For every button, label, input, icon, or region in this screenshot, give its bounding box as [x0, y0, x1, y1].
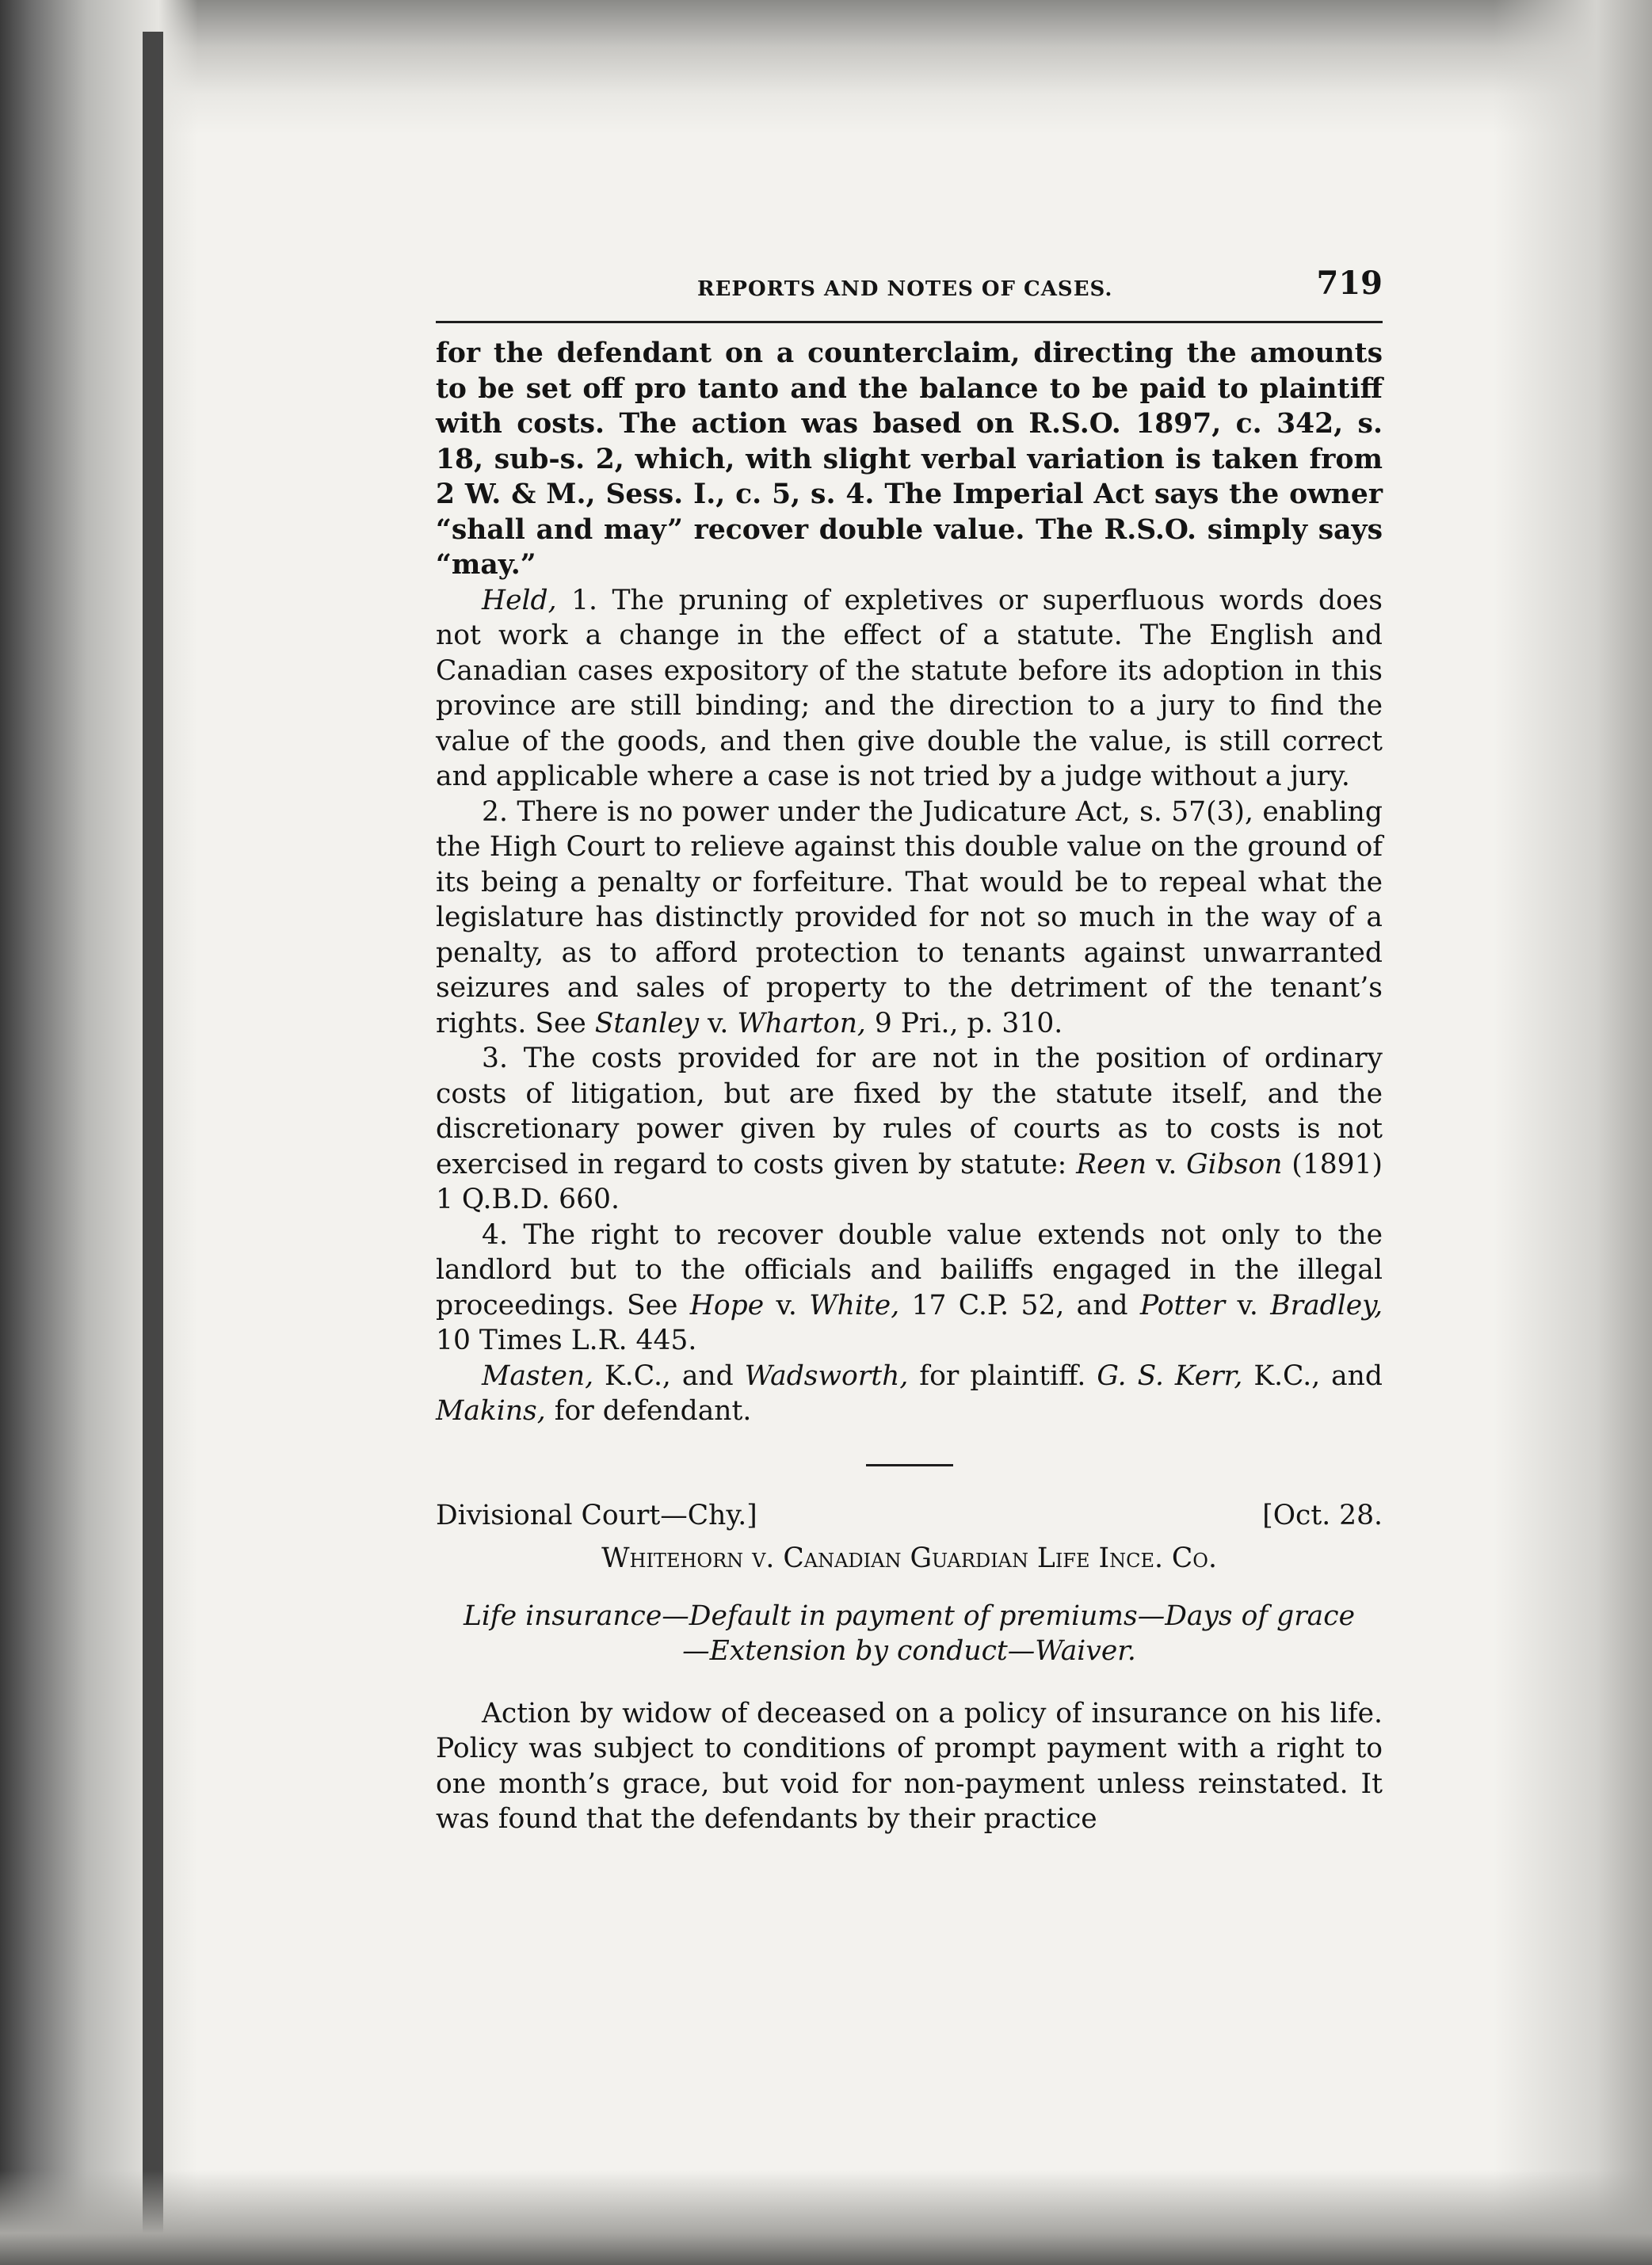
counsel-text: for defendant. — [545, 1395, 752, 1427]
paragraph-4 — [436, 1218, 1383, 1359]
case-title: Whitehorn v. Canadian Guardian Life Ince. Co. — [601, 1542, 1217, 1574]
page — [436, 265, 1383, 1837]
scan-shadow-bottom — [0, 2170, 1652, 2265]
scan-shadow-top — [0, 0, 1652, 135]
counsel-text: K.C., and — [1242, 1359, 1383, 1392]
versus: v. — [699, 1007, 738, 1039]
case1-body — [436, 336, 1383, 1429]
paragraph-held — [436, 583, 1383, 795]
case2-paragraph: Action by widow of deceased on a policy of insurance on his life. Policy was subject to conditions of prompt payment with a right to one month’s grace, but void for non-payment unless reinstated. It was found that the defendants by their practice — [436, 1697, 1383, 1835]
case-name-wharton: Wharton, — [737, 1007, 866, 1039]
scan-shadow-left — [0, 0, 198, 2265]
decision-date: [Oct. 28. — [1262, 1499, 1383, 1531]
counsel-makins: Makins, — [436, 1395, 546, 1427]
scan-binding-edge — [143, 32, 163, 2265]
held-text: 1. The pruning of expletives or superfluous words does not work a change in the effect of a statute. The English and Canadian cases expository of the statute before its adoption in this province are still binding; and the direction to a jury to find the value of the goods, and then give double the value, is still correct and applicable where a case is not tried by a judge without a jury. — [436, 584, 1383, 792]
counsel-wadsworth: Wadsworth, — [744, 1359, 909, 1392]
paragraph-3 — [436, 1041, 1383, 1218]
paragraph-2 — [436, 795, 1383, 1042]
counsel-line — [436, 1359, 1383, 1429]
case-name-hope: Hope — [689, 1289, 765, 1321]
running-head: REPORTS AND NOTES OF CASES. — [697, 277, 1113, 301]
held-label: Held, — [482, 584, 557, 616]
case-name-stanley: Stanley — [594, 1007, 700, 1039]
versus: v. — [1225, 1289, 1271, 1321]
header-rule — [436, 321, 1383, 323]
case-name-bradley: Bradley, — [1270, 1289, 1383, 1321]
case-name-potter: Potter — [1139, 1289, 1226, 1321]
para3-text-b: (1891) 1 Q.B.D. 660. — [436, 1148, 1383, 1215]
case-name-reen: Reen — [1076, 1148, 1147, 1180]
headnote-line-2: —Extension by conduct—Waiver. — [682, 1635, 1136, 1667]
versus: v. — [1146, 1148, 1187, 1180]
case-name-gibson: Gibson — [1186, 1148, 1283, 1180]
para3-text-a: 3. The costs provided for are not in the position of ordinary costs of litigation, but are fixed by the statute itself, and the discretionary power given by rules of courts as to costs is not exercised in regard to costs given by statute: — [436, 1043, 1383, 1180]
para2-text-a: 2. There is no power under the Judicature Act, s. 57(3), enabling the High Court to relieve against this double value on the ground of its being a penalty or forfeiture. That would be to repeal what the legislature has distinctly provided for not so much in the way of a penalty, as to afford protection to tenants against unwarranted seizures and sales of property to the detriment of the tenant’s rights. See — [436, 795, 1383, 1039]
para4-text-b: 10 Times L.R. 445. — [436, 1325, 697, 1356]
headnote — [436, 1599, 1383, 1669]
case-name-white: White, — [809, 1289, 900, 1321]
para2-text-b: 9 Pri., p. 310. — [865, 1007, 1063, 1039]
counsel-text: for plaintiff. — [908, 1359, 1097, 1392]
counsel-text: K.C., and — [593, 1359, 745, 1392]
court-line — [436, 1498, 1383, 1534]
para4-text-a: 4. The right to recover double value extends not only to the landlord but to the officials and bailiffs engaged in the illegal proceedings. See — [436, 1218, 1383, 1321]
section-divider — [866, 1464, 953, 1466]
counsel-masten: Masten, — [482, 1359, 594, 1392]
page-number: 719 — [1316, 265, 1383, 302]
page-header — [436, 265, 1383, 325]
case2-body — [436, 1696, 1383, 1837]
headnote-line-1: Life insurance—Default in payment of premiums—Days of grace — [463, 1600, 1355, 1632]
versus: v. — [764, 1289, 810, 1321]
para4-text-mid: 17 C.P. 52, and — [899, 1289, 1140, 1321]
court-name: Divisional Court—Chy.] — [436, 1499, 757, 1531]
paragraph-1: for the defendant on a counterclaim, directing the amounts to be set off pro tanto and the balance to be paid to plaintiff with costs. The action was based on R.S.O. 1897, c. 342, s. 18, sub-s. 2, which, with slight verbal variation is taken from 2 W. & M., Sess. I., c. 5, s. 4. The Imperial Act says the owner “shall and may” recover double value. The R.S.O. simply says “may.” — [436, 337, 1383, 581]
counsel-kerr: G. S. Kerr, — [1097, 1359, 1243, 1392]
scan-shadow-right — [1494, 0, 1652, 2265]
